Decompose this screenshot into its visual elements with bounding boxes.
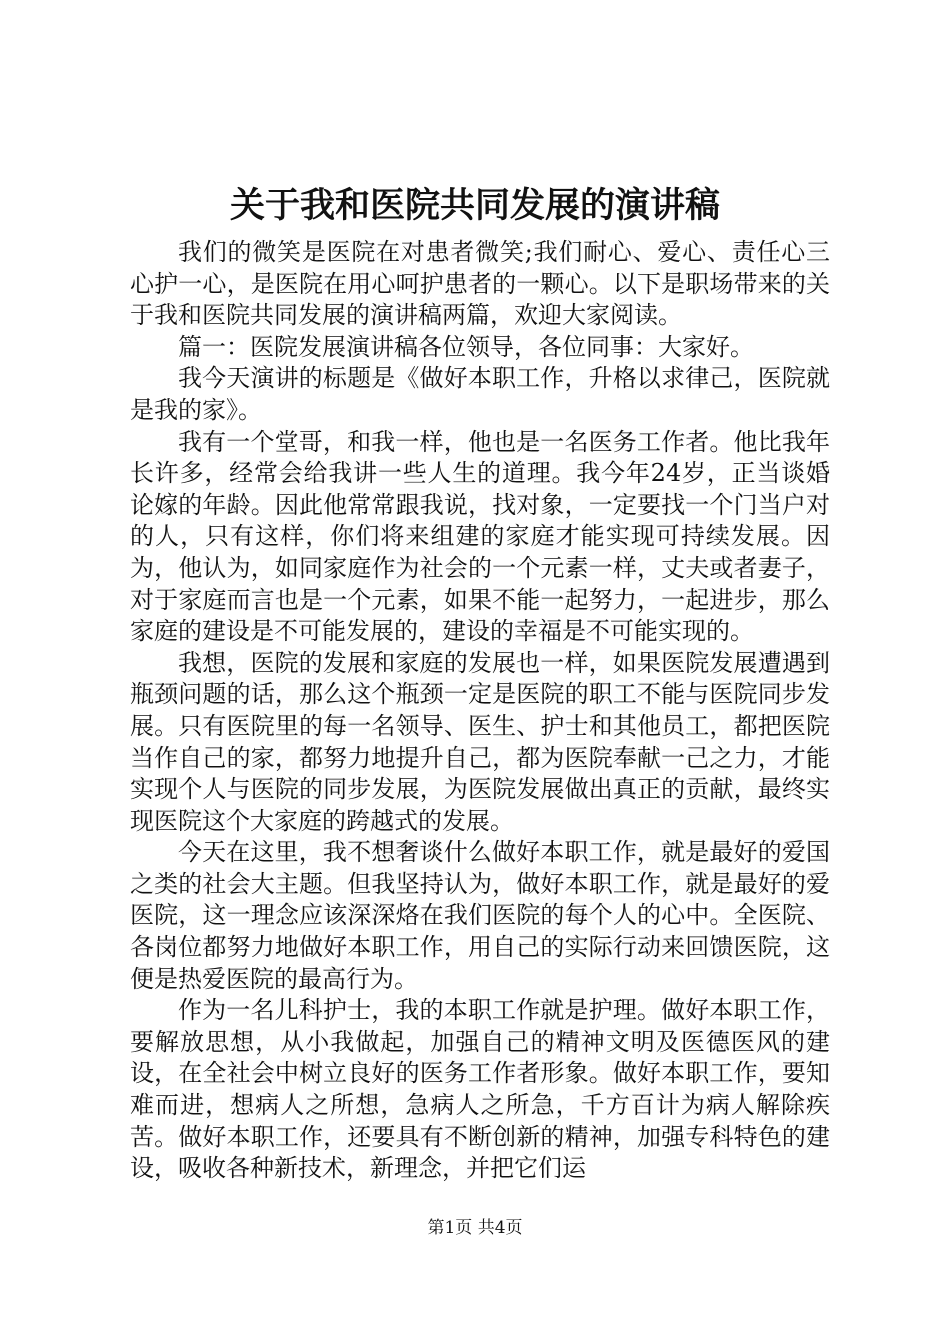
paragraph-speech-title: 我今天演讲的标题是《做好本职工作，升格以求律己，医院就是我的家》。 (130, 364, 830, 424)
paragraph-section-heading: 篇一：医院发展演讲稿各位领导，各位同事：大家好。 (178, 332, 754, 361)
document-body (130, 237, 830, 1185)
document-title: 关于我和医院共同发展的演讲稿 (229, 185, 720, 226)
page-footer: 第1页 共4页 (427, 1218, 523, 1238)
paragraph-nurse-role: 作为一名儿科护士，我的本职工作就是护理。做好本职工作，要解放思想，从小我做起，加强自己的精神文明及医德医风的建设，在全社会中树立良好的医务工作者形象。做好本职工作，要知难而进，想病人之所想，急病人之所急，千方百计为病人解除疾苦。做好本职工作，还要具有不断创新的精神，加强专科特色的建设，吸收各种新技术，新理念，并把它们运 (130, 996, 830, 1183)
paragraph-hospital-development: 我想，医院的发展和家庭的发展也一样，如果医院发展遭遇到瓶颈问题的话，那么这个瓶颈一定是医院的职工不能与医院同步发展。只有医院里的每一名领导、医生、护士和其他员工，都把医院当作自己的家，都努力地提升自己，都为医院奉献一己之力，才能实现个人与医院的同步发展，为医院发展做出真正的贡献，最终实现医院这个大家庭的跨越式的发展。 (130, 648, 830, 835)
paragraph-duty: 今天在这里，我不想奢谈什么做好本职工作，就是最好的爱国之类的社会大主题。但我坚持认为，做好本职工作，就是最好的爱医院，这一理念应该深深烙在我们医院的每个人的心中。全医院、各岗位都努力地做好本职工作，用自己的实际行动来回馈医院，这便是热爱医院的最高行为。 (130, 838, 830, 993)
paragraph-cousin-story: 我有一个堂哥，和我一样，他也是一名医务工作者。他比我年长许多，经常会给我讲一些人生的道理。我今年24岁，正当谈婚论嫁的年龄。因此他常常跟我说，找对象，一定要找一个门当户对的人，只有这样，你们将来组建的家庭才能实现可持续发展。因为，他认为，如同家庭作为社会的一个元素一样，丈夫或者妻子，对于家庭而言也是一个元素，如果不能一起努力，一起进步，那么家庭的建设是不可能发展的，建设的幸福是不可能实现的。 (130, 427, 830, 646)
paragraph-intro: 我们的微笑是医院在对患者微笑;我们耐心、爱心、责任心三心护一心，是医院在用心呵护患者的一颗心。以下是职场带来的关于我和医院共同发展的演讲稿两篇，欢迎大家阅读。 (130, 238, 830, 330)
